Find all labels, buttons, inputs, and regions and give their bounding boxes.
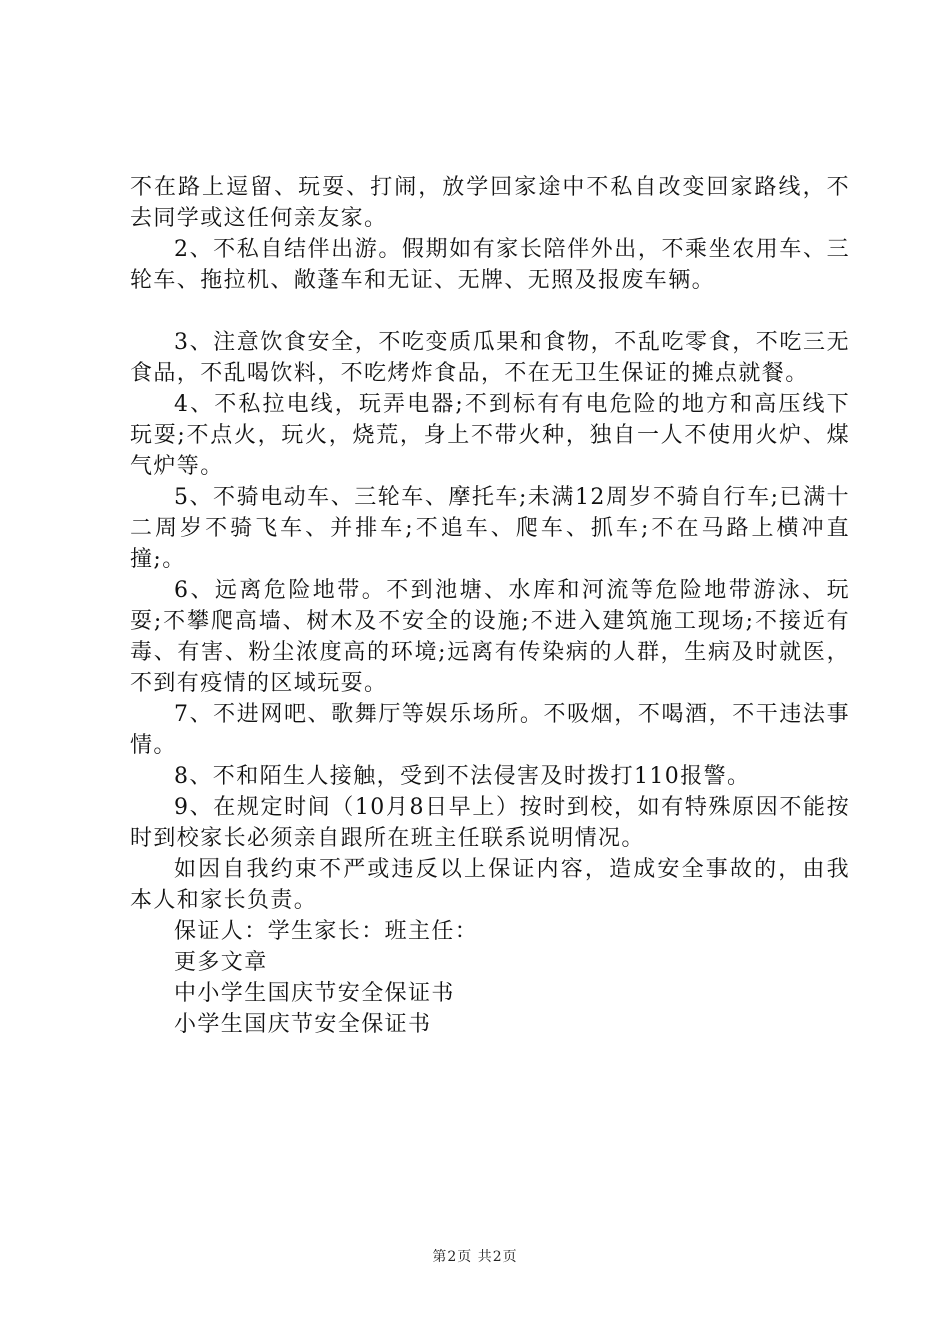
paragraph-8: 8、不和陌生人接触，受到不法侵害及时拨打110报警。 [174,764,751,789]
page-footer: 第2页 共2页 [432,1249,518,1265]
paragraph-6: 6、远离危险地带。不到池塘、水库和河流等危险地带游泳、玩耍;不攀爬高墙、树木及不安全的设施;不进入建筑施工现场;不接近有毒、有害、粉尘浓度高的环境;远离有传染病的人群，生病及时就医，不到有疫情的区域玩耍。 [130,578,850,696]
related-link[interactable]: 中小学生国庆节安全保证书 [174,981,455,1006]
related-link[interactable]: 小学生国庆节安全保证书 [174,1012,432,1037]
paragraph-1: 不在路上逗留、玩耍、打闹，放学回家途中不私自改变回家路线，不去同学或这任何亲友家。 [130,175,850,231]
paragraph-4: 4、不私拉电线，玩弄电器;不到标有有电危险的地方和高压线下玩耍;不点火，玩火，烧荒，身上不带火种，独自一人不使用火炉、煤气炉等。 [130,392,850,479]
paragraph-5: 5、不骑电动车、三轮车、摩托车;未满12周岁不骑自行车;已满十二周岁不骑飞车、并排车;不追车、爬车、抓车;不在马路上横冲直撞;。 [130,485,850,572]
document-body [130,172,850,1040]
more-articles-label: 更多文章 [174,950,268,975]
paragraph-9: 9、在规定时间（10月8日早上）按时到校，如有特殊原因不能按时到校家长必须亲自跟所在班主任联系说明情况。 [130,795,850,851]
signature-line: 保证人：学生家长：班主任： [174,919,479,944]
paragraph-3: 3、注意饮食安全，不吃变质瓜果和食物，不乱吃零食，不吃三无食品，不乱喝饮料，不吃烤炸食品，不在无卫生保证的摊点就餐。 [130,330,850,386]
paragraph-10: 如因自我约束不严或违反以上保证内容，造成安全事故的，由我本人和家长负责。 [130,857,850,913]
paragraph-2: 2、不私自结伴出游。假期如有家长陪伴外出，不乘坐农用车、三轮车、拖拉机、敞蓬车和无证、无牌、无照及报废车辆。 [130,237,850,293]
paragraph-7: 7、不进网吧、歌舞厅等娱乐场所。不吸烟，不喝酒，不干违法事情。 [130,702,850,758]
